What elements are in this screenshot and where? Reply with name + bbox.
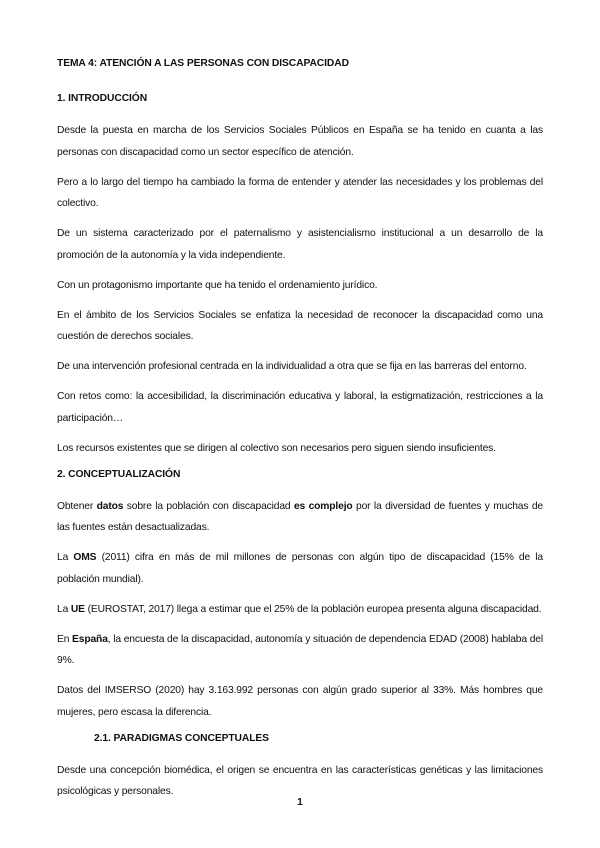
bold-run: OMS <box>73 552 97 563</box>
section-heading-introduccion: 1. INTRODUCCIÓN <box>57 93 148 104</box>
page-number: 1 <box>297 797 303 808</box>
text-run: La <box>57 603 71 615</box>
paragraph-imserso: Datos del IMSERSO (2020) hay 3.163.992 personas con algún grado superior al 33%. Más hombres que mujeres, pero escasa la diferencia. <box>57 685 543 718</box>
text-run: La <box>57 552 74 563</box>
paragraph: Con un protagonismo importante que ha tenido el ordenamiento jurídico. <box>57 279 378 291</box>
text-run: por la diversidad de fuentes y muchas de las fuentes están desactualizadas. <box>57 500 543 533</box>
bold-run: es complejo <box>293 500 353 512</box>
paragraph: Con retos como: la accesibilidad, la discriminación educativa y laboral, la estigmatización, restricciones a la participación… <box>57 391 543 424</box>
text-run: sobre la población con discapacidad <box>123 500 294 512</box>
text-run: , la encuesta de la discapacidad, autonomía y situación de dependencia EDAD (2008) hablaba del 9%. <box>57 633 543 666</box>
page-content <box>57 57 543 811</box>
paragraph: Desde una concepción biomédica, el origen se encuentra en las características genéticas y las limitaciones psicológicas y personales. <box>57 764 543 797</box>
paragraph: Desde la puesta en marcha de los Servicios Sociales Públicos en España se ha tenido en cuanta a las personas con discapacidad como un sector específico de atención. <box>57 125 543 158</box>
paragraph-datos <box>57 496 543 539</box>
text-run: (2011) cifra en más de mil millones de personas con algún tipo de discapacidad (15% de la población mundial). <box>57 552 543 585</box>
paragraph: De un sistema caracterizado por el paternalismo y asistencialismo institucional a un desarrollo de la promoción de la autonomía y la vida independiente. <box>57 228 543 261</box>
text-run: Obtener <box>57 500 97 512</box>
paragraph-ue <box>57 599 543 621</box>
subsection-heading-paradigmas: 2.1. PARADIGMAS CONCEPTUALES <box>94 732 269 744</box>
section-heading-conceptualizacion: 2. CONCEPTUALIZACIÓN <box>57 468 181 480</box>
text-run: (EUROSTAT, 2017) llega a estimar que el 25% de la población europea presenta alguna discapacidad. <box>84 603 542 615</box>
document-title: TEMA 4: ATENCIÓN A LAS PERSONAS CON DISCAPACIDAD <box>57 58 349 69</box>
bold-run: UE <box>70 603 85 615</box>
paragraph: En el ámbito de los Servicios Sociales se enfatiza la necesidad de reconocer la discapacidad como una cuestión de derechos sociales. <box>57 309 543 342</box>
paragraph: De una intervención profesional centrada en la individualidad a otra que se fija en las barreras del entorno. <box>57 361 527 372</box>
paragraph-oms <box>57 547 543 590</box>
bold-run: España <box>72 633 108 645</box>
paragraph: Los recursos existentes que se dirigen al colectivo son necesarios pero siguen siendo insuficientes. <box>57 442 496 454</box>
paragraph-espana <box>57 629 543 672</box>
bold-run: datos <box>96 500 124 512</box>
text-run: En <box>57 633 73 645</box>
paragraph: Pero a lo largo del tiempo ha cambiado la forma de entender y atender las necesidades y los problemas del colectivo. <box>57 176 543 209</box>
